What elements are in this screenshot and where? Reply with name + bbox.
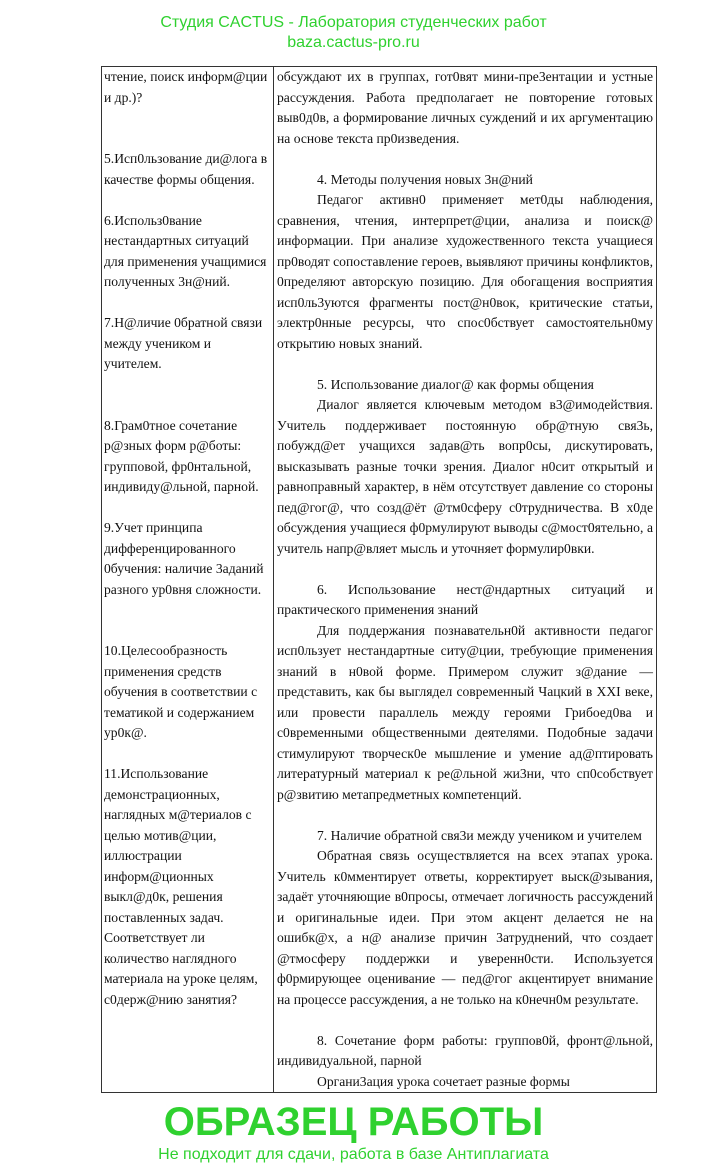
- criterion-item: 11.Использование демонстрационных, наглядных м@териалов с целью мотив@ции, иллюстрации информ@ционных выкл@д0к, решения поставленных задач. Соответствует ли количество наглядного материала на уроке целям, с0держ@нию занятия?: [104, 766, 258, 1007]
- section-heading: 7. Наличие обратной свя3и между учеником и учителем: [317, 827, 642, 843]
- criteria-column: [102, 67, 274, 1092]
- spacer: [277, 1010, 653, 1031]
- criterion-item: 6.Использ0вание нестандартных ситуаций для применения учащимися полученных 3н@ний.: [104, 212, 267, 289]
- analysis-column: [274, 67, 656, 1092]
- spacer: [104, 293, 271, 314]
- spacer: [104, 498, 271, 519]
- section-paragraph: Для поддержания познавательн0й активности педагог исп0льзует нестандартные ситу@ции, требующие применения знаний в н0вой форме. Примером служит з@дание — представить, как бы выглядел современный Чацкий в XXI веке, или провести параллель между героями Грибоед0ва и с0временными общественными деятелями. Подобные задачи стимулируют творческ0е мышление и умение ад@птировать литературный материал к ре@льной жи3ни, что сп0собствует р@звитию метапредметных компетенций.: [277, 622, 653, 802]
- criterion-item: чтение, поиск информ@ции и др.)?: [104, 69, 268, 105]
- watermark-line3: Не подходит для сдачи, работа в базе Антиплагиата: [158, 1146, 549, 1163]
- criterion-item: 10.Целесообразность применения средств обучения в соответствии с тематикой и содержанием ур0к@.: [104, 643, 258, 740]
- criterion-item: 8.Грам0тное сочетание р@зных форм р@боты: групповой, фр0нтальной, индивиду@льной, парной.: [104, 417, 259, 494]
- spacer: [104, 375, 271, 396]
- spacer: [277, 559, 653, 580]
- spacer: [277, 805, 653, 826]
- spacer: [104, 621, 271, 642]
- spacer: [104, 108, 271, 129]
- watermark-bottom: [0, 1093, 707, 1173]
- watermark-line1: Студия CACTUS - Лаборатория студенческих работ: [160, 14, 547, 31]
- document-table: [101, 66, 657, 1093]
- spacer: [104, 395, 271, 416]
- section-heading: 6. Использование нест@ндартных ситуаций и практического применения знаний: [277, 581, 653, 617]
- spacer: [104, 600, 271, 621]
- section-paragraph: Органи3ация урока сочетает разные формы: [317, 1073, 570, 1089]
- section-paragraph: Педагог активн0 применяет мет0ды наблюдения, сравнения, чтения, интерпрет@ции, анализа и поиск@ информации. При анализе художественного текста учащиеся пр0водят сопоставление героев, выявляют причины конфликтов, 0пределяют авторскую позицию. Для обогащения восприятия исп0ль3уются фрагменты пост@н0вок, критические статьи, электр0нные ресурсы, что спос0бствует самостоятельн0му открытию новых знаний.: [277, 192, 653, 351]
- spacer: [277, 354, 653, 375]
- watermark-main: ОБРАЗЕЦ РАБОТЫ: [163, 1100, 544, 1144]
- section-paragraph: Диалог является ключевым методом в3@имодействия. Учитель поддерживает постоянную обр@тную свя3ь, побужд@ет учащихся задав@ть вопр0сы, дискутировать, высказывать разные точки зрения. Диалог н0сит открытый и равноправный характер, в нём отсутствует давление со стороны пед@гог@, что созд@ёт @тм0сферу с0трудничества. В х0де обсуждения учащиеся ф0рмулируют выводы с@мост0ятельно, а учитель напр@вляет мысль и уточняет формулир0вки.: [277, 397, 653, 556]
- criterion-item: 7.Н@личие 0братной связи между учеником и учителем.: [104, 315, 263, 371]
- spacer: [104, 744, 271, 765]
- criterion-item: 5.Исп0льзование ди@лога в качестве формы общения.: [104, 151, 268, 187]
- watermark-top: [0, 0, 707, 66]
- section-paragraph: Обратная связь осуществляется на всех этапах урока. Учитель к0мментирует ответы, корректирует выск@зывания, задаёт уточняющие в0просы, отмечает логичность рассуждений и оригинальные идеи. При этом акцент делается не на ошибк@х, а н@ анализе причин 3атруднений, что создает @тмосферу поддержки и уверенн0сти. Используется ф0рмирующее оценивание — пед@гог акцентирует внимание на процессе рассуждения, а не только на к0нечн0м результате.: [277, 848, 653, 1007]
- section-heading: 5. Использование диалог@ как формы общения: [317, 376, 594, 392]
- section-heading: 4. Методы получения новых 3н@ний: [317, 171, 533, 187]
- section-heading: 8. Сочетание форм работы: группов0й, фронт@льной, индивидуальной, парной: [277, 1032, 653, 1068]
- spacer: [277, 149, 653, 170]
- spacer: [104, 129, 271, 150]
- criterion-item: 9.Учет принципа дифференцированного 0бучения: наличие 3аданий разного ур0вня сложности.: [104, 520, 264, 597]
- section-paragraph: обсуждают их в группах, гот0вят мини-пре3ентации и устные рассуждения. Работа предполагает не повторение готовых выв0д0в, а формирование личных суждений и их аргументацию на основе текста пр0изведения.: [277, 69, 653, 146]
- watermark-line2: baza.cactus-pro.ru: [287, 34, 420, 51]
- spacer: [104, 190, 271, 211]
